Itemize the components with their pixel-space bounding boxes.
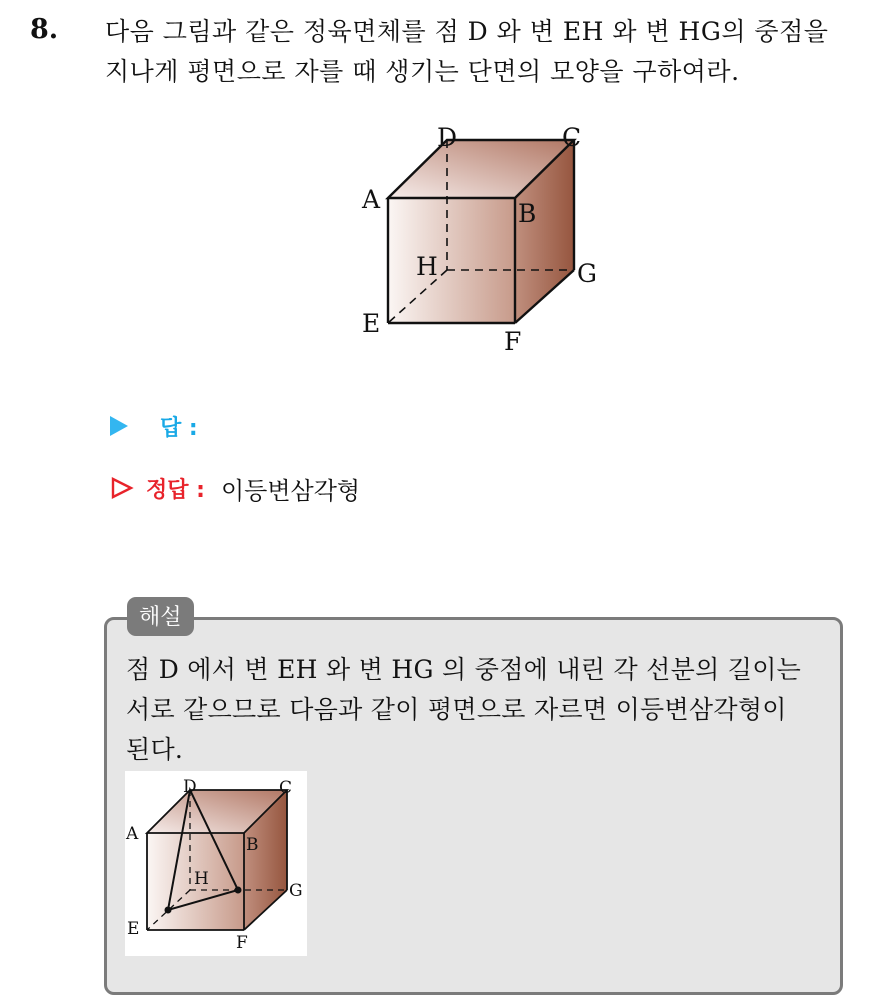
vertex-label-c: C [562, 123, 582, 152]
solution-text [126, 650, 836, 770]
outline-triangle-icon [110, 476, 134, 500]
vertex-label-f: F [504, 327, 522, 356]
solution-line: 점 D 에서 변 EH 와 변 HG 의 중점에 내린 각 선분의 길이는 [126, 655, 802, 684]
correct-answer-label: 정답 : [146, 477, 205, 503]
vertex-label-h: H [416, 252, 438, 281]
correct-answer-row [110, 470, 360, 506]
solution-vertex-label-g: G [289, 881, 303, 901]
solution-vertex-label-b: B [246, 835, 259, 855]
answer-row [110, 408, 198, 444]
cube-front-face [388, 198, 515, 323]
play-triangle-icon [110, 416, 128, 436]
solution-line: 서로 같으므로 다음과 같이 평면으로 자르면 이등변삼각형이 [126, 695, 787, 724]
answer-label: 답 : [160, 415, 198, 441]
solution-line: 된다. [126, 735, 184, 764]
solution-vertex-label-d: D [183, 777, 197, 797]
solution-vertex-label-e: E [127, 919, 140, 939]
question-text [105, 12, 875, 92]
midpoint-hg-dot [235, 887, 242, 894]
cube-figure [355, 118, 605, 358]
solution-tag: 해설 [127, 597, 194, 636]
correct-answer-value: 이등변삼각형 [220, 476, 361, 505]
question-line: 다음 그림과 같은 정육면체를 점 D 와 변 EH 와 변 HG의 중점을 [105, 17, 829, 46]
vertex-label-e: E [362, 309, 381, 338]
vertex-label-g: G [577, 259, 597, 288]
vertex-label-b: B [518, 199, 537, 228]
midpoint-eh-dot [165, 907, 172, 914]
vertex-label-d: D [437, 123, 458, 152]
solution-vertex-label-f: F [236, 933, 248, 953]
vertex-label-a: A [362, 185, 381, 214]
question-line: 지나게 평면으로 자를 때 생기는 단면의 모양을 구하여라. [105, 57, 740, 86]
solution-vertex-label-a: A [126, 824, 139, 844]
solution-cube-figure [125, 771, 307, 956]
solution-vertex-label-h: H [194, 869, 209, 889]
question-number: 8. [30, 14, 59, 45]
solution-vertex-label-c: C [279, 778, 293, 798]
